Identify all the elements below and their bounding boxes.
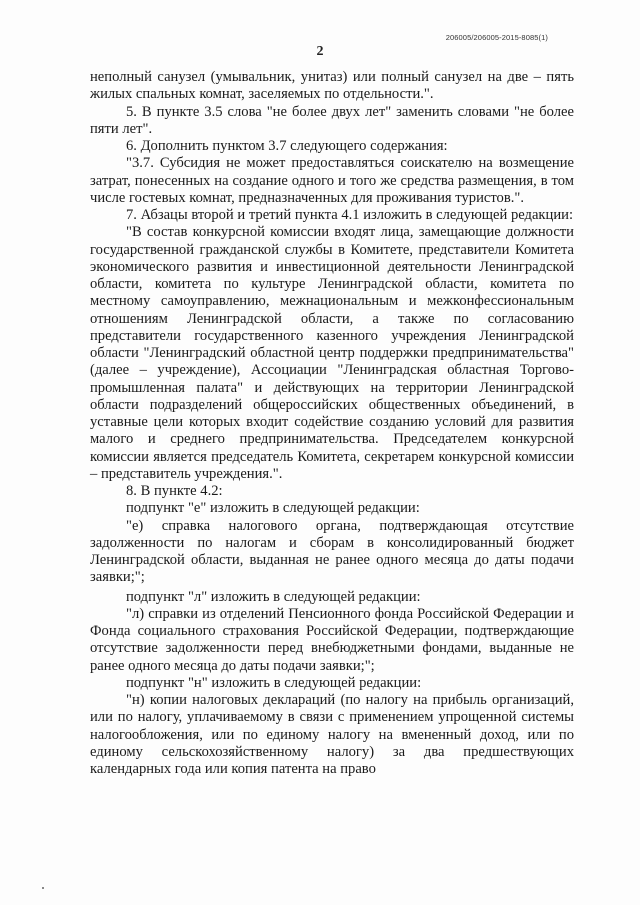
document-body bbox=[90, 69, 574, 778]
page-number: 2 bbox=[316, 44, 324, 59]
paragraph-subitem-n-intro: подпункт "н" изложить в следующей редакции: bbox=[126, 674, 422, 691]
paragraph-quote-3-7: "3.7. Субсидия не может предоставляться соискателю на возмещение затрат, понесенных на создание одного и того же средства размещения, в том числе гостевых комнат, предназначенных для проживания туристов.". bbox=[90, 155, 574, 206]
paragraph-item-6: 6. Дополнить пунктом 3.7 следующего содержания: bbox=[126, 138, 448, 154]
paragraph-subitem-e-text: "е) справка налогового органа, подтверждающая отсутствие задолженности по налогам и сборам в консолидированный бюджет Ленинградской области, выданная не ранее одного месяца до даты подачи заявки;"; bbox=[90, 517, 574, 586]
paragraph-item-8: 8. В пункте 4.2: bbox=[126, 483, 223, 499]
paragraph-subitem-e-intro: подпункт "е" изложить в следующей редакции: bbox=[126, 500, 420, 517]
document-id: 206005/206005-2015-8085(1) bbox=[445, 33, 548, 42]
paragraph-item-5: 5. В пункте 3.5 слова "не более двух лет" заменить словами "не более пяти лет". bbox=[90, 103, 574, 137]
paragraph-subitem-l-intro: подпункт "л" изложить в следующей редакции: bbox=[126, 588, 421, 605]
paragraph-continuation: неполный санузел (умывальник, унитаз) или полный санузел на две – пять жилых спальных комнат, заселяемых по отдельности.". bbox=[90, 69, 574, 103]
scan-speck bbox=[42, 887, 44, 889]
paragraph-subitem-l-text: "л) справки из отделений Пенсионного фонда Российской Федерации и Фонда социального страхования Российской Федерации, подтверждающие отсутствие задолженности перед внебюджетными фондами, выданные не ранее одного месяца до даты подачи заявки;"; bbox=[90, 605, 574, 674]
paragraph-item-7: 7. Абзацы второй и третий пункта 4.1 изложить в следующей редакции: bbox=[126, 207, 574, 223]
paragraph-subitem-n-text: "н) копии налоговых деклараций (по налогу на прибыль организаций, или по налогу, уплачиваемому в связи с применением упрощенной системы налогообложения, или по единому налогу на вмененный доход, или по единому сельскохозяйственному налогу) за два предшествующих календарных года или копия патента на право bbox=[90, 692, 574, 777]
paragraph-quote-commission: "В состав конкурсной комиссии входят лица, замещающие должности государственной гражданской службы в Комитете, представители Комитета экономического развития и инвестиционной деятельности Ленинградской области, комитета по культуре Ленинградской области, комитета по местному самоуправлению, межнациональным и межконфессиональным отношениям Ленинградской области, а также по согласованию представители государственного казенного учреждения Ленинградской области "Ленинградский областной центр поддержки предпринимательства" (далее – учреждение), Ассоциации "Ленинградская областная Торгово-промышленная палата" и действующих на территории Ленинградской области подразделений общероссийских общественных объединений, в уставные цели которых входит содействие созданию условий для развития малого и среднего предпринимательства. Председателем конкурсной комиссии является председатель Комитета, секретарем конкурсной комиссии – представитель учреждения.". bbox=[90, 224, 574, 482]
